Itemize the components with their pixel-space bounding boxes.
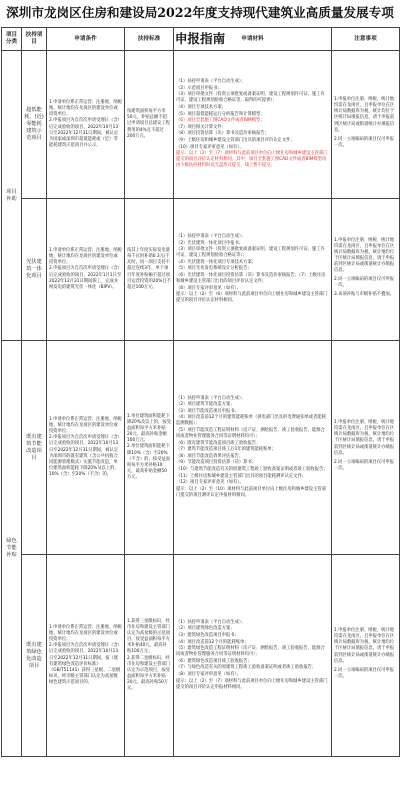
material-item: 提示：以上（2）至（7）项材料与此前项目单位向上级住房和城乡建设主管部门提交的项目评价认定申报材料相同。 (176, 678, 328, 690)
row-conditions (47, 199, 125, 341)
row-standard: 按其上年度实际发电量每千瓦时补助0.3元/千瓦时，同一项目支持不超过连续3年，单个项目年度补贴额不超过项目运营投资的20%且不超过100万元。 (125, 199, 174, 341)
material-item: （1）扶持申请表（平台自动生成）； (176, 79, 246, 85)
table-row (2, 555, 400, 757)
material-item: （6）项目全套施工图CAD文件或者BIM模型； (176, 118, 265, 124)
materials-list (176, 79, 329, 169)
header-category: 项目分类 (2, 28, 22, 51)
note-item: 1.申报单位注册、纳税、统计地均需在龙岗区，且申报单位在区统计局数据库为税、统计均位于区统计局填报信息，请于申报前到区统计局或街道统计办填报信息。 (334, 97, 395, 133)
conditions-list (49, 100, 122, 149)
row-materials (174, 341, 332, 555)
row-item: 既有建筑绿色化改造项目 (22, 555, 47, 757)
table-header-row (2, 28, 400, 51)
material-item: 提示：以上（2）至（6）项材料与此前项目单位向上级住房和城乡建设主管部门提交的项目评价认定材料相同。 (176, 292, 328, 304)
note-item: 2.同一立项编码的项目仅可申报一次。 (334, 277, 394, 289)
material-item: （4）光伏建筑一体化项目专项技术方案； (176, 259, 257, 265)
row-standard: 1.获得三星级标识，经市住房和建设主管部门认定为高星级的示范项目，按受益面积每平方米补贴40元，最高补贴100万元； 2.获得二星级标识，经市住房和建设主管部门认定为示范项目，按受益面积每平方米补贴20元，最高补贴50万元。 (125, 555, 174, 757)
conditions-list (49, 248, 122, 291)
material-item: （3）建筑绿色改造项目申报书； (176, 632, 239, 638)
material-item: （5）建筑绿色改造工程证明材料（房产证、测绘报告、竣工验收报告、能源合同或者物业管理服务合同等证明材料均可）； (176, 646, 325, 658)
row-notes (332, 199, 400, 341)
material-item: （6）光伏建筑一体化项目投资估算（决）算书及造价审核报告；（7）上级住房和城乡建设主管部门出具的项目评价认定文件； (176, 273, 326, 285)
material-item: （2）项目建筑节能改造方案； (176, 402, 235, 408)
material-item: （5）项目节能改造工程证明材料（房产证、测绘报告、竣工验收报告、能源合同或者物业管理服务合同等证明材料均可）； (176, 427, 325, 440)
row-item: 超低能耗、(近)零能耗建筑示范项目 (22, 51, 47, 199)
row-conditions (47, 51, 125, 199)
material-item: （9）上级住房和城乡建设主管部门出具的项目评价认定文件； (176, 137, 295, 143)
materials-list (176, 396, 329, 500)
material-item: （5）项目超低能耗运行分析报告和计算模型； (176, 111, 265, 117)
material-item: （8）项目投资估算（决）算书及造价审核报告； (176, 131, 269, 137)
material-item: （7）与绿色改造有关的原建筑工程竣工验收备案证明或者竣工验收报告； (176, 665, 317, 671)
row-notes (332, 51, 400, 199)
materials-list (176, 620, 329, 691)
condition-item: 2.申报项目为自首次申请受理日（含）后完成验收的项目，2022年10月13日至2022年12月31日期间，按《既有建筑绿色改造评价标准》（GB/T51141）获得三星级、二星级标识，经市级主管部门认定为高星级绿色建筑示范项目的。 (49, 643, 122, 685)
material-item: （1）扶持申请表（平台自动生成）； (176, 619, 246, 625)
condition-item: 2.申报项目为自首次申请受理日（含）后完成验收的项目，2022年10月13日至2022年12月31日期间，被认定为深圳市的既有建筑（含公共机构合同能源管理模式）实施节能改造，单位建筑面积能耗下降20%及以上的，10%（含）至20%（不含）的。 (49, 435, 122, 477)
note-item: 1.申报单位注册、纳税、统计地均需在龙岗区，且申报单位在区统计局数据库为税、统计地均位于区统计局填报信息，请于申报前到区统计局或街道统计办填报信息。 (334, 420, 395, 456)
material-item: （3）项目审批文件（投资立项批复或备案证明、建设工程规划许可证、施工许可证、建设工程规划验收合格证等）； (176, 247, 325, 259)
material-item: （6）建筑绿色改造项目竣工验收报告； (176, 658, 252, 664)
note-item: 2.同一立项编码的项目仅可申报一次。 (334, 667, 394, 679)
material-item: （4）项目专项技术方案； (176, 104, 226, 110)
row-item: 光伏建筑一体化项目 (22, 199, 47, 341)
material-item: （7）项目相关计算文件； (176, 124, 226, 130)
material-item: （2）光伏建筑一体化项目申报书； (176, 240, 244, 246)
row-materials (174, 51, 332, 199)
note-item: 1.申报单位注册、纳税、统计地均需在龙岗区，且申报单位在区统计局数据库为税、统计地均位于区统计局填报信息，请于申报前到区统计局或街道统计办填报信息。 (334, 628, 395, 664)
material-item: （5）项目光伏发电系统设计分析报告； (176, 266, 252, 272)
material-item: （4）项目改造前12个月的建筑能耗账单（供电部门出具的电费通知单或者能耗监测数据）； (176, 415, 326, 427)
material-item: （10）与建筑节能改造有关的原建筑工程竣工验收备案证明或者竣工验收报告； (176, 467, 328, 473)
material-item: （11）上级住房和城乡建设主管部门出具的项目能耗测评认定文件； (176, 473, 307, 479)
note-item: 1.申报单位注册、纳税、统计地均需在龙岗区，且申报单位在区统计局数据库为税、统计地均位于区统计局填报信息，请于申报前到区统计局或街道统计办填报信息。 (334, 237, 395, 274)
table-row (2, 341, 400, 555)
materials-list (176, 234, 329, 305)
material-item: （6）既有建筑节能改造项目竣工验收报告； (176, 440, 261, 446)
condition-item: 1.申请单位系正常运营；注册地、纳税地、统计地均在龙岗区的建设单位或投资单位。 (49, 416, 122, 434)
guide-table (1, 27, 400, 757)
material-item: （8）项目专家评审意见（如有）。 (176, 285, 242, 291)
note-item: 2.同一立项编码的项目仅可申报一次。 (334, 136, 394, 148)
header-notes: 注意事项 (332, 28, 400, 51)
conditions-list (49, 625, 122, 686)
row-conditions (47, 555, 125, 757)
condition-item: 2.申报项目为自首次申请受理日（含）后完成验收的项目，2022年1月1日至2022年12月31日期间竣工，完成并网发电的建筑光伏一体化（BIPV）。 (49, 266, 122, 290)
row-standard: 按建筑面积每平方米50元，补贴总额不超过申请项目总建安工程费用的4%且不超过200万元。 (125, 51, 174, 199)
table-row (2, 51, 400, 199)
material-item: （7）建筑节能改造项目竣工后1年的建筑能耗账单； (176, 447, 276, 453)
row-item: 既有建筑节能改造项目 (22, 341, 47, 555)
condition-item: 1.申请单位系正常运营；注册地、纳税地、统计地均在龙岗区的建设单位或投资单位。 (49, 247, 122, 265)
conditions-list (49, 417, 122, 478)
row-conditions (47, 341, 125, 555)
material-item: （3）项目审批文件（投资立项批复或备案证明、建设工程规划许可证、施工许可证、建设工程规划验收合格证等，取得的可提供）； (176, 92, 325, 104)
page-title: 深圳市龙岗区住房和建设局2022年度支持现代建筑业高质量发展专项申报指南 (6, 5, 394, 46)
header-item: 扶持项目 (22, 28, 47, 51)
header-conditions: 申请条件 (47, 28, 125, 51)
notes-list (334, 97, 397, 149)
row-notes (332, 341, 400, 555)
material-item: 提示：以上（2）至（10）项材料与此前项目单位向上级住房和城乡建设主管部门提交的项目测评认定申报材料相同。 (176, 486, 326, 498)
material-item: （4）项目改造前12个月的能耗账单； (176, 639, 249, 645)
material-item: （10）项目专家评审意见（如有）。 (176, 144, 244, 150)
notes-list (334, 628, 397, 680)
notes-list (334, 238, 397, 299)
material-item: （2）项目建筑绿色改造方案； (176, 626, 235, 632)
row-standard: 1.单位建筑面积能耗下降20%及以上的，按受益面积每平方米补贴20元，最高补贴金额100万元； 2.单位建筑面积能耗下降10%（含）至20%（不含）的，按受益面积每平方米补贴10元，最高补贴金额50万元。 (125, 341, 174, 555)
condition-item: 1.申请单位系正常运营；注册地、纳税地、统计地均在龙岗区的建设单位或投资单位。 (49, 99, 122, 117)
row-category: 绿色节能补贴 (2, 341, 22, 757)
condition-item: 2.申报项目为自首次申请受理日（含）后完成验收的项目，2022年10月13日至2022年12月31日期间，被认定为国家或深圳市超低能耗或（近）零能耗建筑示范项目并公示。 (49, 118, 122, 148)
material-item: （9）节能改造项目投资估算（决）算书； (176, 460, 257, 466)
table-row (2, 199, 400, 341)
row-materials (174, 555, 332, 757)
material-item: （8）项目节能改造效果评估报告； (176, 453, 244, 459)
header-standard: 扶持标准 (125, 28, 174, 51)
row-category: 项目补助 (2, 51, 22, 341)
note-item: 3.该项补贴与市级补贴不叠加。 (334, 292, 394, 298)
material-item: 提示：以上（2）至（7）项材料与此前项目单位向上级住房和城乡建设主管部门提交的项目评价认定材料相同。其中，项目全套施工图CAD文件或者BIM模型改由下级扶持材料时以光盘形式提交，线上暂不提交。 (176, 151, 328, 169)
material-item: （1）扶持申请表（平台自动生成）； (176, 233, 246, 239)
condition-item: 1.申请单位系正常运营；注册地、纳税地、统计地均在龙岗区的建设单位或投资单位。 (49, 624, 122, 642)
note-item: 2.同一立项编码的项目仅可申报一次。 (334, 459, 394, 471)
row-notes (332, 555, 400, 757)
material-item: （1）扶持申请表（平台自动生成）； (176, 395, 246, 401)
material-item: （8）项目专家评审意见（如有）。 (176, 671, 242, 677)
material-item: （3）项目节能改造项目申报书； (176, 408, 239, 414)
row-materials (174, 199, 332, 341)
material-item: （12）项目专家评审意见（如有）。 (176, 480, 244, 486)
header-materials: 申请材料 (174, 28, 332, 51)
notes-list (334, 420, 397, 472)
material-item: （2）示范项目申报书； (176, 85, 222, 91)
